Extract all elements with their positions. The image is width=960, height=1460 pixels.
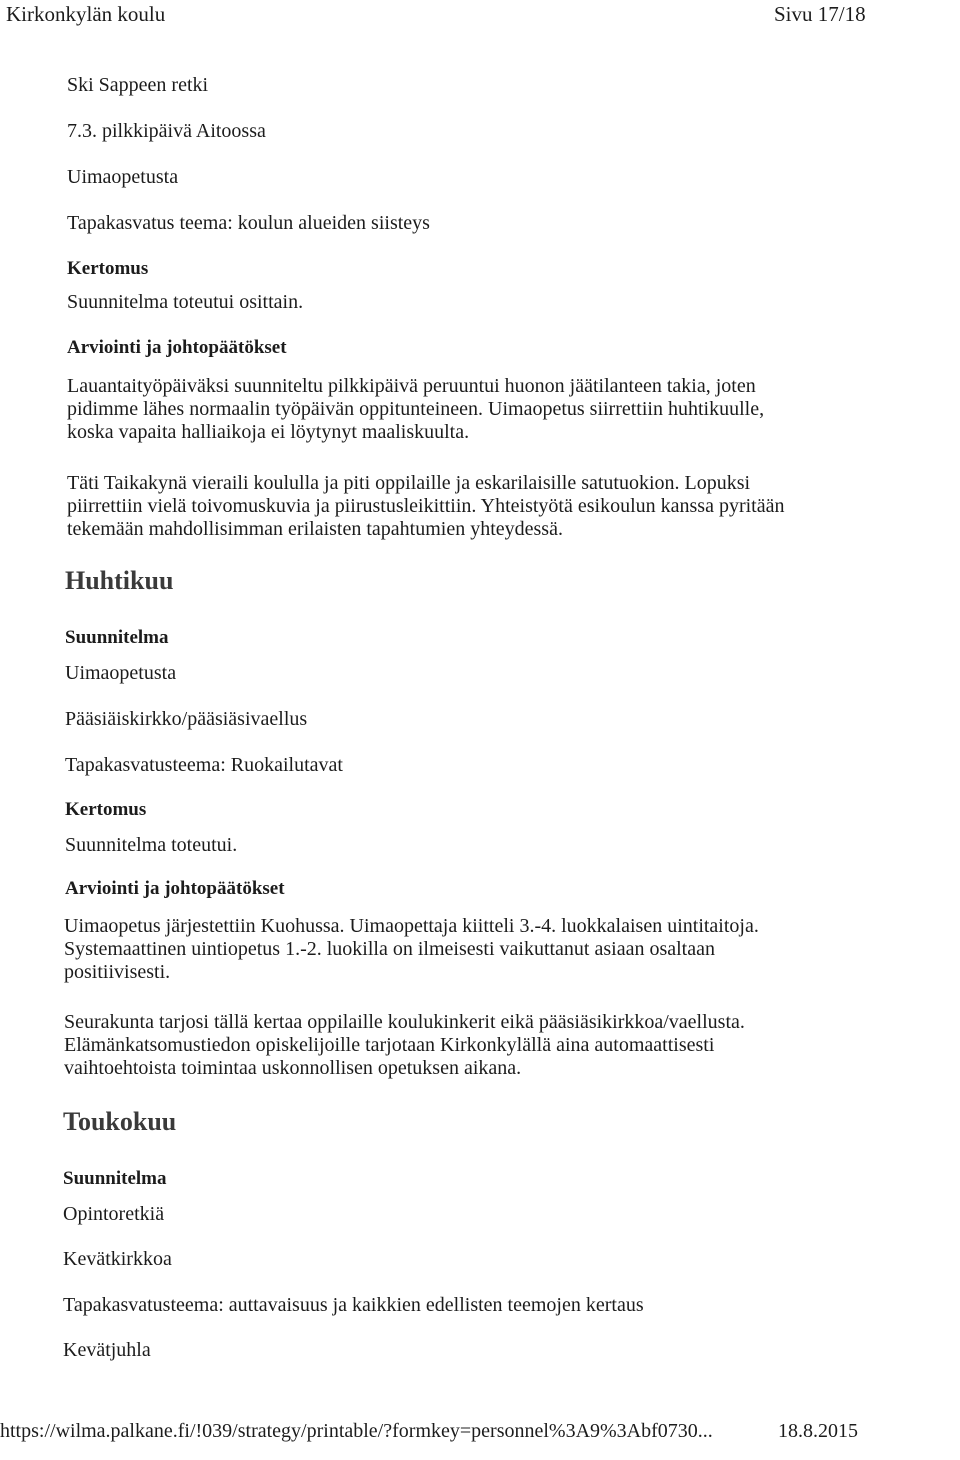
paragraph-line: positiivisesti. bbox=[64, 961, 171, 983]
april-kertomus-heading: Kertomus bbox=[65, 799, 147, 820]
page-number: Sivu 17/18 bbox=[774, 2, 866, 26]
paragraph-line: Täti Taikakynä vieraili koululla ja piti oppilaille ja eskarilaisille satutuokion. Lopuksi bbox=[67, 472, 751, 494]
paragraph-line: vaihtoehtoista toimintaa uskonnollisen opetuksen aikana. bbox=[64, 1057, 522, 1079]
paragraph-line: Uimaopetus järjestettiin Kuohussa. Uimaopettaja kiitteli 3.-4. luokkalaisen uintitaitoja. bbox=[64, 915, 759, 937]
print-date: 18.8.2015 bbox=[778, 1420, 858, 1442]
april-arviointi-paragraph-2 bbox=[64, 1011, 745, 1080]
march-item: Ski Sappeen retki bbox=[67, 74, 209, 96]
paragraph-line: Lauantaityöpäiväksi suunniteltu pilkkipäivä peruuntui huonon jäätilanteen takia, joten bbox=[67, 375, 756, 397]
may-item: Kevätjuhla bbox=[63, 1339, 151, 1361]
may-suunnitelma-heading: Suunnitelma bbox=[63, 1168, 167, 1189]
march-item: 7.3. pilkkipäivä Aitoossa bbox=[67, 120, 266, 142]
may-item: Opintoretkiä bbox=[63, 1203, 165, 1225]
march-arviointi-paragraph-1 bbox=[67, 375, 764, 444]
april-arviointi-paragraph-1 bbox=[64, 915, 759, 984]
april-suunnitelma-heading: Suunnitelma bbox=[65, 627, 169, 648]
april-item: Uimaopetusta bbox=[65, 662, 177, 684]
paragraph-line: koska vapaita halliaikoja ei löytynyt maaliskuulta. bbox=[67, 421, 470, 443]
school-name: Kirkonkylän koulu bbox=[6, 2, 166, 26]
paragraph-line: Elämänkatsomustiedon opiskelijoille tarjotaan Kirkonkylällä aina automaattisesti bbox=[64, 1034, 715, 1056]
paragraph-line: Seurakunta tarjosi tällä kertaa oppilaille koulukinkerit eikä pääsiäsikirkkoa/vaellusta. bbox=[64, 1011, 745, 1033]
march-kertomus-text: Suunnitelma toteutui osittain. bbox=[67, 291, 304, 313]
march-item: Uimaopetusta bbox=[67, 166, 179, 188]
march-item: Tapakasvatus teema: koulun alueiden siisteys bbox=[67, 212, 430, 234]
paragraph-line: pidimme lähes normaalin työpäivän oppitunteineen. Uimaopetus siirrettiin huhtikuulle, bbox=[67, 398, 765, 420]
may-item: Kevätkirkkoa bbox=[63, 1248, 172, 1270]
april-item: Tapakasvatusteema: Ruokailutavat bbox=[65, 754, 343, 776]
march-arviointi-heading: Arviointi ja johtopäätökset bbox=[67, 337, 287, 358]
april-kertomus-text: Suunnitelma toteutui. bbox=[65, 834, 238, 856]
month-title-may: Toukokuu bbox=[63, 1107, 177, 1136]
april-arviointi-heading: Arviointi ja johtopäätökset bbox=[65, 878, 285, 899]
march-kertomus-heading: Kertomus bbox=[67, 258, 149, 279]
april-item: Pääsiäiskirkko/pääsiäsivaellus bbox=[65, 708, 308, 730]
source-url: https://wilma.palkane.fi/!039/strategy/printable/?formkey=personnel%3A9%3Abf0730... bbox=[0, 1420, 713, 1442]
month-title-april: Huhtikuu bbox=[65, 566, 174, 595]
paragraph-line: piirrettiin vielä toivomuskuvia ja piirustusleikittiin. Yhteistyötä esikoulun kanssa pyritään bbox=[67, 495, 785, 517]
paragraph-line: tekemään mahdollisimman erilaisten tapahtumien yhteydessä. bbox=[67, 518, 563, 540]
may-item: Tapakasvatusteema: auttavaisuus ja kaikkien edellisten teemojen kertaus bbox=[63, 1294, 644, 1316]
paragraph-line: Systemaattinen uintiopetus 1.-2. luokilla on ilmeisesti vaikuttanut asiaan osaltaan bbox=[64, 938, 715, 960]
march-arviointi-paragraph-2 bbox=[67, 472, 784, 541]
